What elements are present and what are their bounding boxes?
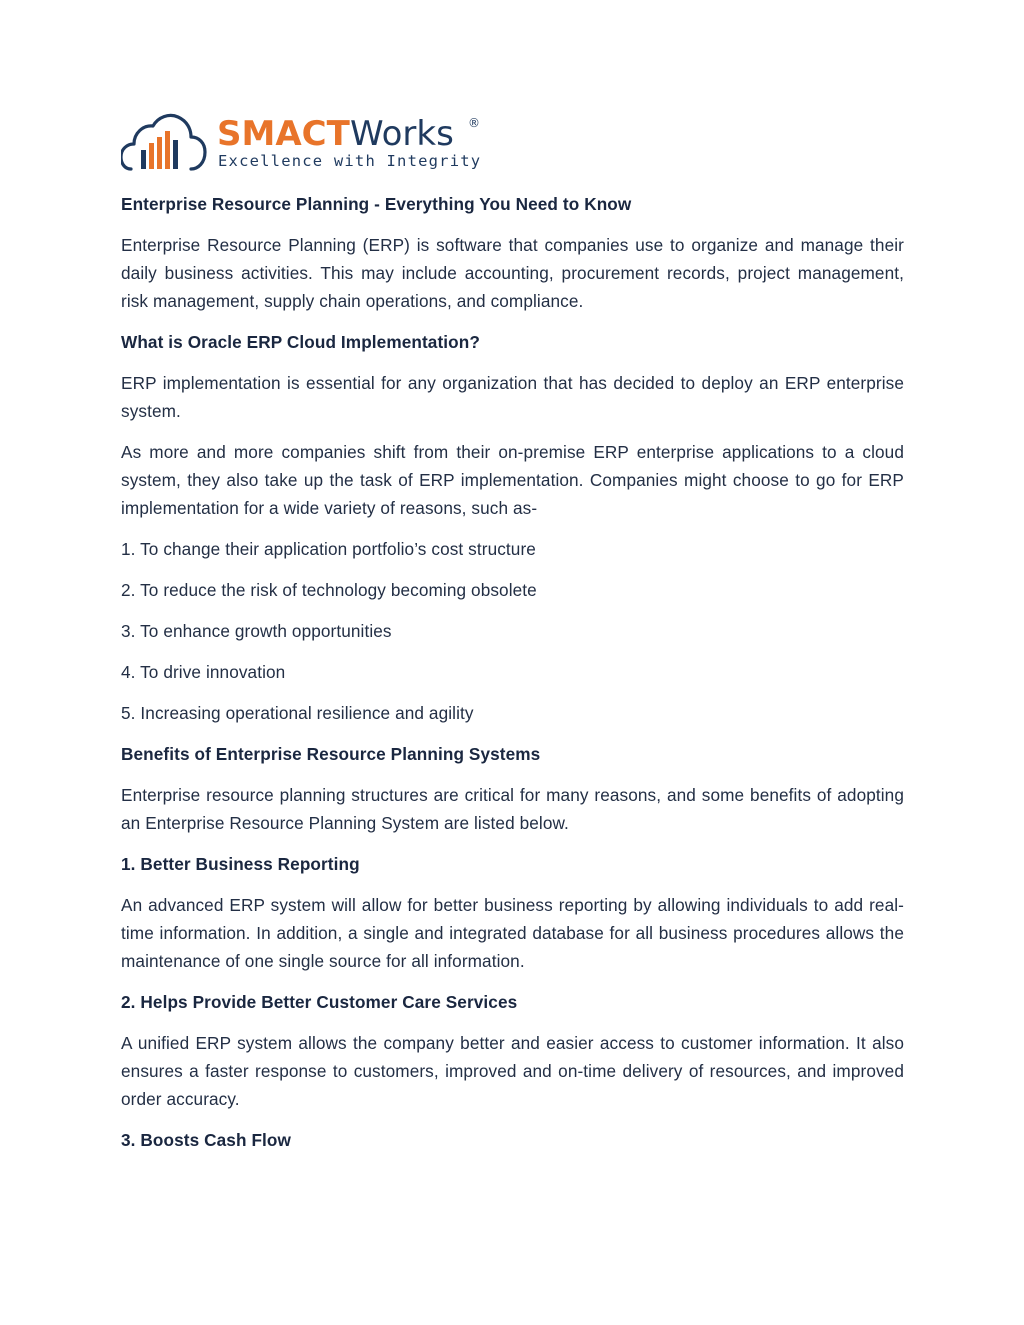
benefit-text-customer-care: A unified ERP system allows the company better and easier access to customer information. It also ensures a faster response to customers, improved and on-time delivery of resources, and improved order accuracy. (121, 1033, 904, 1109)
company-logo (121, 113, 481, 175)
document-body (121, 190, 904, 1167)
paragraph-erp-essential: ERP implementation is essential for any organization that has decided to deploy an ERP enterprise system. (121, 373, 904, 421)
list-item: 2. To reduce the risk of technology becoming obsolete (121, 580, 537, 600)
brand-light: Works (350, 114, 454, 154)
brand-strong: SMACT (217, 114, 350, 154)
section-heading-benefits: Benefits of Enterprise Resource Planning Systems (121, 744, 541, 764)
list-item: 3. To enhance growth opportunities (121, 621, 392, 641)
section-heading-oracle-erp: What is Oracle ERP Cloud Implementation? (121, 332, 480, 352)
paragraph-benefits-intro: Enterprise resource planning structures are critical for many reasons, and some benefits of adopting an Enterprise Resource Planning System are listed below. (121, 785, 904, 833)
paragraph-cloud-shift: As more and more companies shift from their on-premise ERP enterprise applications to a cloud system, they also take up the task of ERP implementation. Companies might choose to go for ERP implementation for a wide variety of reasons, such as- (121, 442, 904, 518)
benefit-heading-reporting: 1. Better Business Reporting (121, 854, 360, 874)
benefit-text-reporting: An advanced ERP system will allow for better business reporting by allowing individuals to add real-time information. In addition, a single and integrated database for all business procedures allows the maintenance of one single source for all information. (121, 895, 904, 971)
list-item: 5. Increasing operational resilience and agility (121, 703, 474, 723)
intro-paragraph: Enterprise Resource Planning (ERP) is software that companies use to organize and manage their daily business activities. This may include accounting, procurement records, project management, risk management, supply chain operations, and compliance. (121, 235, 904, 311)
brand-tagline: Excellence with Integrity (218, 152, 481, 170)
cloud-bars-icon (121, 113, 481, 175)
registered-mark: ® (468, 116, 480, 130)
benefit-heading-cash-flow: 3. Boosts Cash Flow (121, 1130, 291, 1150)
list-item: 4. To drive innovation (121, 662, 286, 682)
document-title: Enterprise Resource Planning - Everything You Need to Know (121, 194, 632, 214)
list-item: 1. To change their application portfolio’s cost structure (121, 539, 536, 559)
benefit-heading-customer-care: 2. Helps Provide Better Customer Care Services (121, 992, 518, 1012)
